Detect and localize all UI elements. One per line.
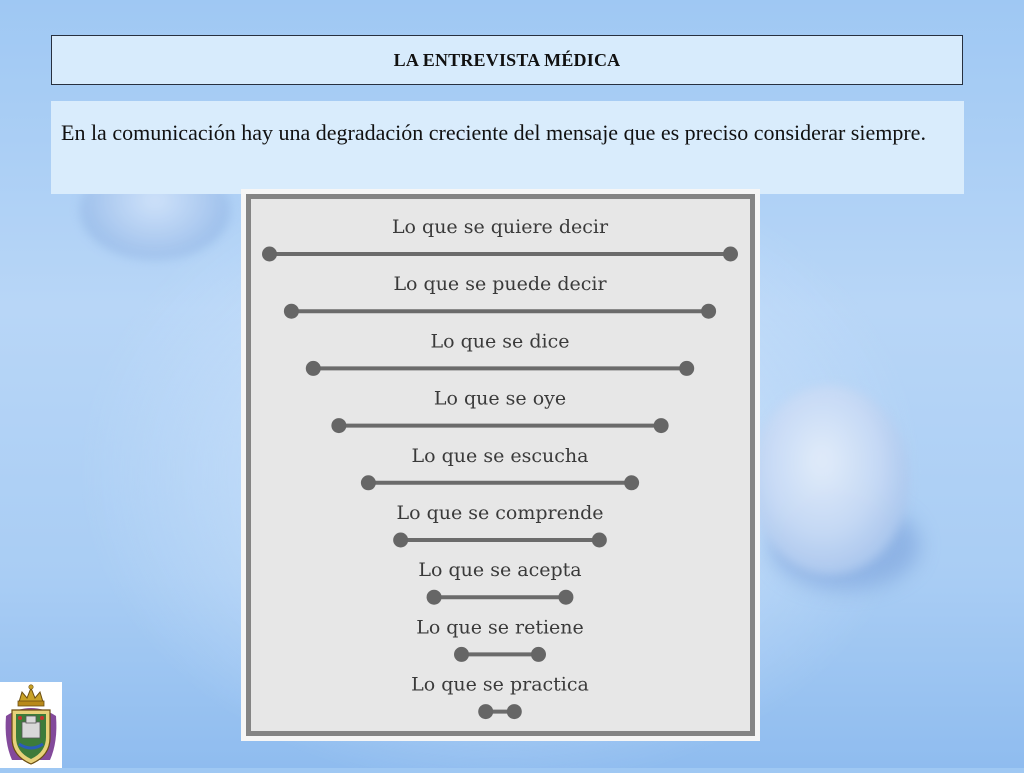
stage-label: Lo que se escucha <box>411 444 589 467</box>
stage-label: Lo que se quiere decir <box>391 216 609 238</box>
stage-label: Lo que se comprende <box>396 502 604 524</box>
intro-text: En la comunicación hay una degradación creciente del mensaje que es preciso considerar siempre. <box>61 120 926 145</box>
stage-label: Lo que se retiene <box>416 616 584 639</box>
stage-label: Lo que se practica <box>411 673 589 696</box>
stage-label: Lo que se dice <box>430 330 570 353</box>
stage-line-start-dot <box>361 475 376 490</box>
stage-line-end-dot <box>624 475 639 490</box>
stage-line-start-dot <box>331 418 346 433</box>
stage-line-end-dot <box>654 418 669 433</box>
stage-line-start-dot <box>306 361 321 376</box>
background-pill-right <box>750 385 910 575</box>
stage-line-start-dot <box>478 704 493 719</box>
stage-line-start-dot <box>284 304 299 319</box>
coat-of-arms-logo <box>0 682 62 768</box>
stage-label: Lo que se puede decir <box>393 273 607 296</box>
stage-line-end-dot <box>507 704 522 719</box>
slide-title: LA ENTREVISTA MÉDICA <box>393 49 621 70</box>
stage-line-end-dot <box>531 647 546 662</box>
stage-line-start-dot <box>454 647 469 662</box>
stage-line-end-dot <box>558 590 573 605</box>
stage-line-end-dot <box>723 247 738 262</box>
stage-label: Lo que se oye <box>433 387 567 410</box>
stage-line-end-dot <box>679 361 694 376</box>
coat-of-arms-icon <box>0 682 62 768</box>
stage-line-end-dot <box>592 533 607 548</box>
stage-line-start-dot <box>393 533 408 548</box>
stage-line-start-dot <box>427 590 442 605</box>
stage-line-end-dot <box>701 304 716 319</box>
intro-text-box <box>51 101 964 194</box>
slide-title-box <box>51 35 963 85</box>
stage-line-start-dot <box>262 247 277 262</box>
message-degradation-diagram <box>241 189 760 741</box>
stage-label: Lo que se acepta <box>418 559 582 582</box>
